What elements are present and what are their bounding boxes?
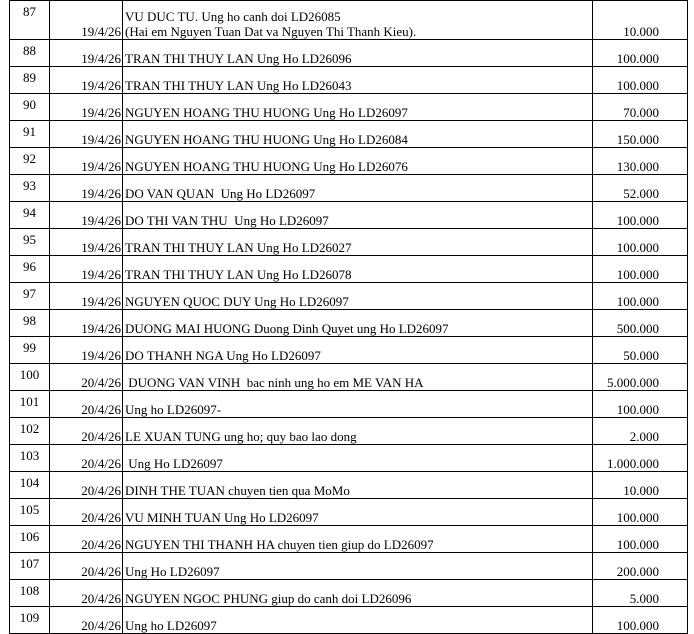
row-number-cell: 88 <box>10 40 50 67</box>
date-cell: 19/4/26 <box>50 1 123 40</box>
row-number-cell: 101 <box>10 391 50 418</box>
description-line: DO THI VAN THU Ung Ho LD26097 <box>125 213 329 228</box>
description-cell <box>123 94 593 121</box>
table-row <box>10 445 688 472</box>
description-line: NGUYEN HOANG THU HUONG Ung Ho LD26076 <box>125 159 408 174</box>
date-cell: 19/4/26 <box>50 310 123 337</box>
amount-cell: 100.000 <box>593 283 688 310</box>
row-number-cell: 102 <box>10 418 50 445</box>
amount-cell: 100.000 <box>593 67 688 94</box>
table-row <box>10 553 688 580</box>
table-row <box>10 40 688 67</box>
date-cell: 19/4/26 <box>50 229 123 256</box>
date-cell: 19/4/26 <box>50 175 123 202</box>
amount-cell: 2.000 <box>593 418 688 445</box>
description-line: DO THANH NGA Ung Ho LD26097 <box>125 348 321 363</box>
amount-cell: 100.000 <box>593 499 688 526</box>
description-line: NGUYEN HOANG THU HUONG Ung Ho LD26084 <box>125 132 408 147</box>
amount-cell: 1.000.000 <box>593 445 688 472</box>
date-cell: 20/4/26 <box>50 526 123 553</box>
table-row <box>10 391 688 418</box>
row-number-cell: 96 <box>10 256 50 283</box>
date-cell: 20/4/26 <box>50 553 123 580</box>
description-cell <box>123 67 593 94</box>
description-cell <box>123 121 593 148</box>
date-cell: 19/4/26 <box>50 256 123 283</box>
row-number-cell: 87 <box>10 1 50 40</box>
row-number-cell: 89 <box>10 67 50 94</box>
description-line: NGUYEN QUOC DUY Ung Ho LD26097 <box>125 294 349 309</box>
table-row <box>10 283 688 310</box>
description-cell <box>123 445 593 472</box>
date-cell: 19/4/26 <box>50 67 123 94</box>
amount-cell: 100.000 <box>593 391 688 418</box>
date-cell: 20/4/26 <box>50 499 123 526</box>
amount-cell: 100.000 <box>593 526 688 553</box>
description-line: TRAN THI THUY LAN Ung Ho LD26096 <box>125 51 352 66</box>
description-cell <box>123 418 593 445</box>
amount-cell: 5.000 <box>593 580 688 607</box>
amount-cell: 10.000 <box>593 472 688 499</box>
amount-cell: 70.000 <box>593 94 688 121</box>
date-cell: 19/4/26 <box>50 40 123 67</box>
row-number-cell: 99 <box>10 337 50 364</box>
description-cell <box>123 526 593 553</box>
row-number-cell: 93 <box>10 175 50 202</box>
date-cell: 20/4/26 <box>50 445 123 472</box>
description-cell <box>123 553 593 580</box>
table-row <box>10 121 688 148</box>
date-cell: 19/4/26 <box>50 121 123 148</box>
description-cell <box>123 175 593 202</box>
amount-cell: 5.000.000 <box>593 364 688 391</box>
amount-cell: 150.000 <box>593 121 688 148</box>
table-row <box>10 607 688 634</box>
row-number-cell: 90 <box>10 94 50 121</box>
description-cell <box>123 391 593 418</box>
description-line: Ung ho LD26097- <box>125 402 222 417</box>
description-line: Ung ho LD26097 <box>125 618 217 633</box>
table-row <box>10 580 688 607</box>
description-cell <box>123 148 593 175</box>
amount-cell: 500.000 <box>593 310 688 337</box>
row-number-cell: 105 <box>10 499 50 526</box>
description-line: (Hai em Nguyen Tuan Dat va Nguyen Thi Thanh Kieu). <box>125 24 417 39</box>
description-cell <box>123 256 593 283</box>
description-cell <box>123 607 593 634</box>
amount-cell: 100.000 <box>593 607 688 634</box>
amount-cell: 52.000 <box>593 175 688 202</box>
description-line: TRAN THI THUY LAN Ung Ho LD26078 <box>125 267 352 282</box>
table-row <box>10 67 688 94</box>
date-cell: 19/4/26 <box>50 283 123 310</box>
table-row <box>10 148 688 175</box>
table-row <box>10 472 688 499</box>
table-row <box>10 94 688 121</box>
description-cell <box>123 472 593 499</box>
row-number-cell: 107 <box>10 553 50 580</box>
description-cell <box>123 40 593 67</box>
description-cell <box>123 202 593 229</box>
table-row <box>10 526 688 553</box>
description-line: VU MINH TUAN Ung Ho LD26097 <box>125 510 319 525</box>
date-cell: 20/4/26 <box>50 418 123 445</box>
description-line: TRAN THI THUY LAN Ung Ho LD26027 <box>125 240 352 255</box>
date-cell: 19/4/26 <box>50 337 123 364</box>
table-row <box>10 337 688 364</box>
amount-cell: 200.000 <box>593 553 688 580</box>
amount-cell: 100.000 <box>593 229 688 256</box>
description-cell <box>123 364 593 391</box>
amount-cell: 50.000 <box>593 337 688 364</box>
amount-cell: 100.000 <box>593 40 688 67</box>
description-cell <box>123 499 593 526</box>
description-cell <box>123 310 593 337</box>
description-line: NGUYEN HOANG THU HUONG Ung Ho LD26097 <box>125 105 408 120</box>
date-cell: 19/4/26 <box>50 94 123 121</box>
row-number-cell: 100 <box>10 364 50 391</box>
description-cell <box>123 229 593 256</box>
amount-cell: 130.000 <box>593 148 688 175</box>
amount-cell: 100.000 <box>593 202 688 229</box>
amount-cell: 10.000 <box>593 1 688 40</box>
table-row <box>10 310 688 337</box>
date-cell: 20/4/26 <box>50 580 123 607</box>
description-cell <box>123 1 593 40</box>
description-line: DUONG VAN VINH bac ninh ung ho em ME VAN HA <box>125 375 424 390</box>
description-line: DUONG MAI HUONG Duong Dinh Quyet ung Ho LD26097 <box>125 321 449 336</box>
row-number-cell: 103 <box>10 445 50 472</box>
row-number-cell: 92 <box>10 148 50 175</box>
date-cell: 20/4/26 <box>50 364 123 391</box>
table-row <box>10 175 688 202</box>
table-row <box>10 229 688 256</box>
donation-ledger-table <box>9 0 688 634</box>
date-cell: 19/4/26 <box>50 202 123 229</box>
ledger-body <box>10 1 688 634</box>
table-row <box>10 1 688 40</box>
description-cell <box>123 580 593 607</box>
date-cell: 20/4/26 <box>50 472 123 499</box>
date-cell: 19/4/26 <box>50 148 123 175</box>
description-line: DINH THE TUAN chuyen tien qua MoMo <box>125 483 350 498</box>
date-cell: 20/4/26 <box>50 391 123 418</box>
description-line: Ung Ho LD26097 <box>125 564 220 579</box>
date-cell: 20/4/26 <box>50 607 123 634</box>
row-number-cell: 94 <box>10 202 50 229</box>
table-row <box>10 202 688 229</box>
table-row <box>10 499 688 526</box>
row-number-cell: 106 <box>10 526 50 553</box>
description-line: NGUYEN THI THANH HA chuyen tien giup do LD26097 <box>125 537 434 552</box>
row-number-cell: 97 <box>10 283 50 310</box>
description-cell <box>123 337 593 364</box>
description-line: LE XUAN TUNG ung ho; quy bao lao dong <box>125 429 357 444</box>
description-line: TRAN THI THUY LAN Ung Ho LD26043 <box>125 78 352 93</box>
table-row <box>10 256 688 283</box>
description-line: Ung Ho LD26097 <box>125 456 223 471</box>
description-line: DO VAN QUAN Ung Ho LD26097 <box>125 186 316 201</box>
row-number-cell: 108 <box>10 580 50 607</box>
row-number-cell: 95 <box>10 229 50 256</box>
description-line: NGUYEN NGOC PHUNG giup do canh doi LD26096 <box>125 591 412 606</box>
table-row <box>10 418 688 445</box>
table-row <box>10 364 688 391</box>
row-number-cell: 109 <box>10 607 50 634</box>
row-number-cell: 104 <box>10 472 50 499</box>
description-line: VU DUC TU. Ung ho canh doi LD26085 <box>125 9 341 24</box>
description-cell <box>123 283 593 310</box>
amount-cell: 100.000 <box>593 256 688 283</box>
row-number-cell: 91 <box>10 121 50 148</box>
row-number-cell: 98 <box>10 310 50 337</box>
